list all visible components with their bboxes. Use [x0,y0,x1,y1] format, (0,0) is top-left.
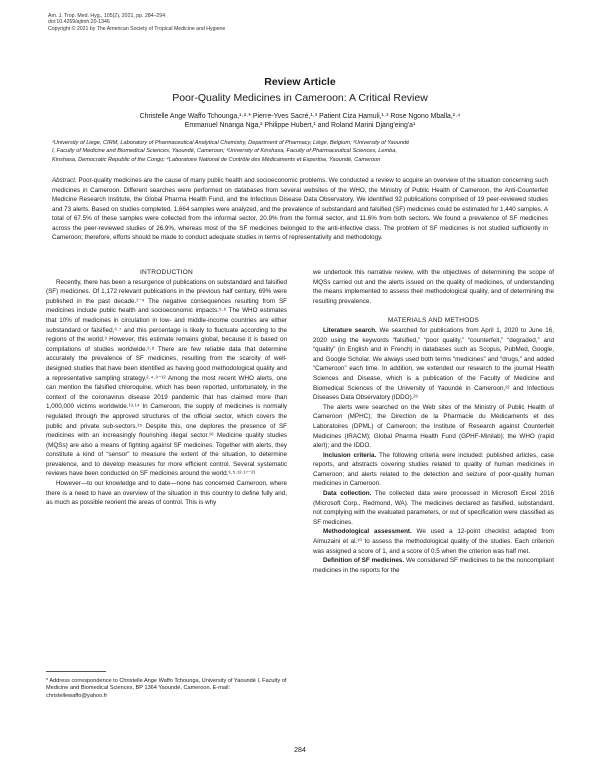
journal-citation: Am. J. Trop. Med. Hyg., 105(2), 2021, pp. 284–294 [48,13,166,19]
author-list [60,112,540,130]
subsection-paragraph [313,451,554,489]
subsection-paragraph [313,556,554,575]
affiliation-line: I, Faculty of Medicine and Biomedical Sciences, Yaoundé, Cameroon; ³University of Kinshasa, Faculty of Pharmaceutical Sciences, Lemba, [52,148,397,155]
affiliation-line: ¹University of Liege, CIRM, Laboratory of Pharmaceutical Analytical Chemistry, Department of Pharmacy, Liège, Belgium; ²University of Yaoundé [52,140,410,146]
paragraph: we undertook this narrative review, with the objectives of determining the scope of MQSs carried out and the alerts issued on the quality of medicines, of understanding the means implemented to assess their methodological quality, and of determining the resulting prevalence. [313,269,554,305]
subsection-label: Definition of SF medicines. [323,557,405,565]
subsection-paragraph [313,326,554,403]
subsection-label: Literature search. [323,326,377,334]
subsection-text: The collected data were processed in Microsoft Excel 2016 (Microsoft Corp., Redmond, WA). The medicines declared as falsified, substandard, not complying with the evaluated parameters, or out of specification were classified as SF medicines. [313,490,554,526]
subsection-text: The following criteria were included: published articles, case reports, and abstracts covering studies related to quality of human medicines in Cameroon; and alerts related to the detection and seizure of poor-quality human medicines in Cameroon. [313,451,555,488]
paragraph: However—to our knowledge and to date—none has concerned Cameroon, where there is a need to have an overview of the situation in this country to define fully and, as much as possible reorient the areas of control. This is why [46,480,287,507]
subsection-paragraph [313,403,554,451]
subsection-paragraph [313,489,554,527]
journal-header [48,13,225,32]
author-line: Emmanuel Nnanga Nga,² Philippe Hubert,¹ and Roland Marini Djang'eing'a¹ [184,122,416,130]
section-heading-introduction: INTRODUCTION [140,269,193,276]
article-title: Poor-Quality Medicines in Cameroon: A Critical Review [172,92,428,104]
abstract-text: Poor-quality medicines are the cause of many public health and socioeconomic problems. We conducted a review to acquire an overview of the situation concerning such medicines in Cameroon. Different searches were performed on databases from several websites of the WHO, the Ministry of Public Health of Cameroon, the Anti-Counterfeit Medicine Research Institute, the Global Pharma Health Fund, and the Infectious Disease Data Observatory. We identified 92 publications comprised of 19 peer-reviewed studies and 73 alerts. Based on studies completed, 1,664 samples were analyzed, and the prevalence of substandard and falsified (SF) medicines could be estimated for 1,440 samples. A total of 67.5% of these samples were collected from the informal sector, 20.9% from the formal sector, and 11.6% from both sectors. We found a prevalence of SF medicines across the peer-reviewed studies of 26.9%, whereas most of the SF medicines belonged to the anti-infective class. The problem of SF medicines is not studied sufficiently in Cameroon; therefore, efforts should be made to conduct adequate studies in terms of representativity and methodology. [52,177,548,242]
doi: doi:10.4269/ajtmh.20-1346 [48,19,110,26]
right-column [313,268,554,575]
subsection-label: Data collection. [323,490,372,498]
paragraph: Recently, there has been a resurgence of publications on substandard and falsified (SF) medicines. Of 1,172 relevant publications in the previous half century, 69% were published in the past decade.¹⁻⁴ The negative consequences resulting from SF medicines include public health and socioeconomic impacts.⁵·⁶ The WHO estimates that 10% of medicines in circulation in low- and middle-income countries are either substandard or falsified,⁶·⁷ and this percentage is likely to fluctuate according to the regions of the world.³ However, this estimate remains global, because it is based on compilations of studies worldwide.²·⁸ There are few reliable data that determine accurately the prevalence of SF medicines, resulting from the scarcity of well-designed studies that have been identified as having good methodological quality and a representative sampling strategy.²·⁴·⁹⁻¹² Among the most recent WHO alerts, one can mention the falsified chloroquine, which has been reported, unfortunately, in the context of the coronavirus disease 2019 pandemic that has claimed more than 1,000,000 victims worldwide.¹³·¹⁴ In Cameroon, the supply of medicines is normally regulated through the approved structures of the official sector, which covers the public and private sub-sectors.¹⁵ Despite this, one deplores the presence of SF medicines with an increasingly flourishing illegal sector.¹⁶ Medicine quality studies (MQSs) are also a means of fighting against SF medicines. Together with alerts, they constitute a kind of “sensor” to measure the extent of the situation, to determine prevalence, and to develop measures for more efficient control. Several systematic reviews have been conducted on SF medicines around the world.³·⁵·¹²·¹⁷⁻²¹ [46,278,287,478]
footnote-rule [46,671,106,672]
subsection-text: We used a 12-point checklist adapted from Almuzaini et al.¹⁰ to assess the methodological quality of the studies. Each criterion was assigned a score of 1, and a score of 0.5 when the criterion was half met. [313,528,554,555]
subsection-text: The alerts were searched on the Web sites of the Ministry of Public Health of Cameroon (MPHC); the Direction de la Pharmacie du Médicaments et des Laboratoires (DPML) of Cameroon; the Institute of Research against Counterfeit Medicines (IRACM); Global Pharma Health Fund (GPHF-Minilab); the WHO (rapid alert); and the IDDO. [313,403,554,450]
abstract [52,176,548,243]
abstract-label: Abstract. [52,177,77,184]
section-heading-methods: MATERIALS AND METHODS [387,317,480,325]
author-line: Christelle Ange Waffo Tchounga,¹·²·* Pierre-Yves Sacré,¹·³ Patient Ciza Hamuli,¹·³ Rose Ngono Mballa,²·⁴ [139,113,461,120]
article-type: Review Article [264,76,336,88]
correspondence-footnote: * Address correspondence to Christelle Ange Waffo Tchounga, University of Yaoundé I, Faculty of Medicine and Biomedical Sciences, BP 1364 Yaoundé, Cameroon. E-mail: christellewaffo@yahoo.fr [46,678,287,699]
subsection-label: Inclusion criteria. [323,451,377,459]
subsection-label: Methodological assessment. [323,528,412,536]
affiliations [52,139,552,164]
subsection-paragraph [313,527,554,556]
page-number: 284 [294,747,306,754]
copyright: Copyright © 2021 by The American Society of Tropical Medicine and Hygiene [48,25,226,32]
subsection-text: We searched for publications from April 1, 2020 to June 16, 2020 using the keywords “falsified,” “poor quality,” “counterfeit,” “degraded,” and “quality” (in English and in French) in databases such as Scopus, PubMed, Google, and Google Scholar. We always used both terms “medicines” and “drugs,” and added “Cameroon” each time. In addition, we extended our research to the journal Health Sciences and Disease, which is a publication of the Faculty of Medicine and Biomedical Sciences of the University of Yaoundé in Cameroon,²² and Infectious Diseases Data Observatory (IDDO).²³ [313,326,554,402]
subsection-text: We considered SF medicines to be the noncompliant medicines in the reports for the [313,557,554,574]
left-column [46,268,287,508]
affiliation-line: Kinshasa, Democratic Republic of the Congo; ⁴Laboratoire National de Contrôle des Médicaments et Expertise, Yaoundé, Cameroon [52,156,381,163]
